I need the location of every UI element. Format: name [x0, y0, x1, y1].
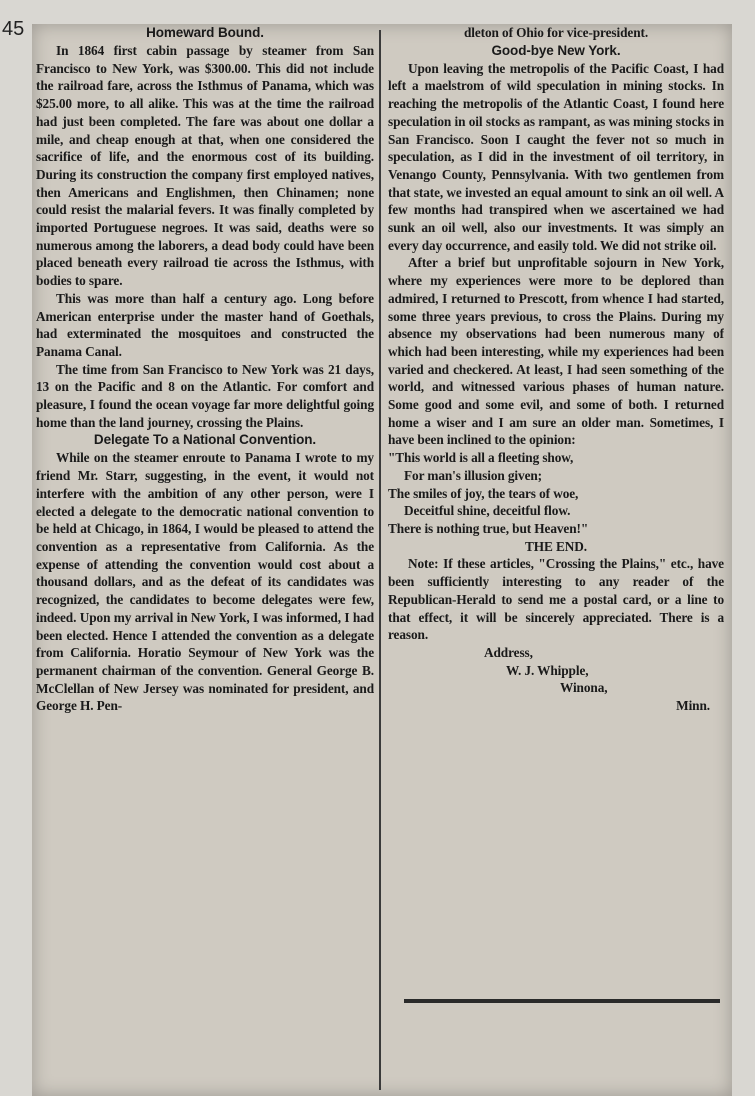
continuation-line: dleton of Ohio for vice-president. [463, 25, 649, 40]
address-state: Minn. [676, 698, 710, 714]
paragraph-convention: While on the steamer enroute to Panama I wrote to my friend Mr. Starr, suggesting, in the event, it would not interfere with the ambition of any other person, were I elected a delegate to the democratic national convention to be held at Chicago, in 1864, I would be pleased to attend the convention as a representative from California. As the expense of attending the convention would cost about a thousand dollars, and as the defeat of its candidates was recognized, the candidates to become delegates were few, indeed. Upon my arrival in New York, I was informed, I had been elected. Hence I attended the convention as a delegate from California. Horatio Seymour of New York was the permanent chairman of the convention. General George B. McClellan of New Jersey was nominated for president, and George H. Pen- [36, 450, 374, 714]
column-divider [379, 30, 381, 1090]
paragraph-note: Note: If these articles, "Crossing the Plains," etc., have been sufficiently interesting to any reader of the Republican-Herald to send me a postal card, or a line to that effect, it will be sincerely appreciated. There is a reason. [388, 556, 724, 643]
address-name: W. J. Whipple, [506, 662, 589, 678]
poem-line: Deceitful shine, deceitful flow. [404, 503, 571, 519]
newspaper-clipping [32, 24, 732, 1096]
poem [388, 449, 724, 538]
poem-line: "This world is all a fleeting show, [388, 450, 574, 466]
paragraph-half-century: This was more than half a century ago. Long before American enterprise under the master hand of Goethals, had exterminated the mosquitoes and constructed the Panama Canal. [36, 290, 374, 359]
right-column [388, 24, 724, 1024]
paragraph-return-prescott: After a brief but unprofitable sojourn in New York, where my experiences were more to be deplored than admired, I returned to Prescott, from whence I had started, some three years previous, to cross the Plains. During my absence my observations had been numerous many of which had been interesting, while my experiences had been varied and checkered. At least, I had seen something of the world, and witnessed various phases of human nature. Some good and some evil, and some of both. I returned home a wiser and I am sure an older man. Sometimes, I have been inclined to the opinion: [388, 255, 724, 448]
poem-line: There is nothing true, but Heaven!" [388, 520, 589, 536]
poem-line: The smiles of joy, the tears of woe, [388, 485, 579, 501]
paragraph-travel-time: The time from San Francisco to New York was 21 days, 13 on the Pacific and 8 on the Atlantic. For comfort and pleasure, I found the ocean voyage far more delightful going home than the land journey, crossing the Plains. [36, 361, 374, 430]
paragraph-passage-cost: In 1864 first cabin passage by steamer from San Francisco to New York, was $300.00. This did not include the railroad fare, across the Isthmus of Panama, which was $25.00 more, to all alike. This was at the time the railroad had just been completed. The fare was about one dollar a mile, and cheap enough at that, when one considered the sacrifice of life, and the enormous cost of its building. During its construction the company first employed natives, then Americans and Englishmen, then Chinamen; none could resist the malarial fevers. It was finally completed by imported Portuguese negroes. It was said, deaths were so numerous among the laborers, a dead body could have been placed beneath every railroad tie across the Isthmus, with bodies to spare. [36, 43, 374, 289]
address-city: Winona, [560, 680, 608, 696]
page-number: 45 [2, 18, 25, 40]
heading-homeward-bound: Homeward Bound. [146, 25, 264, 40]
paragraph-oil-speculation: Upon leaving the metropolis of the Pacific Coast, I had left a maelstrom of wild speculation in mining stocks. In reaching the metropolis of the Atlantic Coast, I found here speculation in oil stocks as rampant, as was mining stocks in San Francisco. Soon I caught the fever not so much in speculation, as I did in the investment of oil territory, in Venango County, Pennsylvania. With two gentlemen from that state, we invested an equal amount to sink an oil well. A few months had transpired when we ascertained we had sunk an oil well, also our investments. It was simply an every day occurrence, and easily told. We did not strike oil. [388, 60, 724, 253]
heading-goodbye-new-york: Good-bye New York. [491, 42, 621, 58]
address-label: Address, [484, 644, 533, 660]
end-rule [404, 999, 720, 1003]
heading-delegate-convention: Delegate To a National Convention. [93, 432, 317, 448]
poem-line: For man's illusion given; [404, 467, 543, 483]
left-column [36, 24, 374, 1084]
the-end: THE END. [524, 538, 587, 554]
address-block [388, 644, 724, 715]
